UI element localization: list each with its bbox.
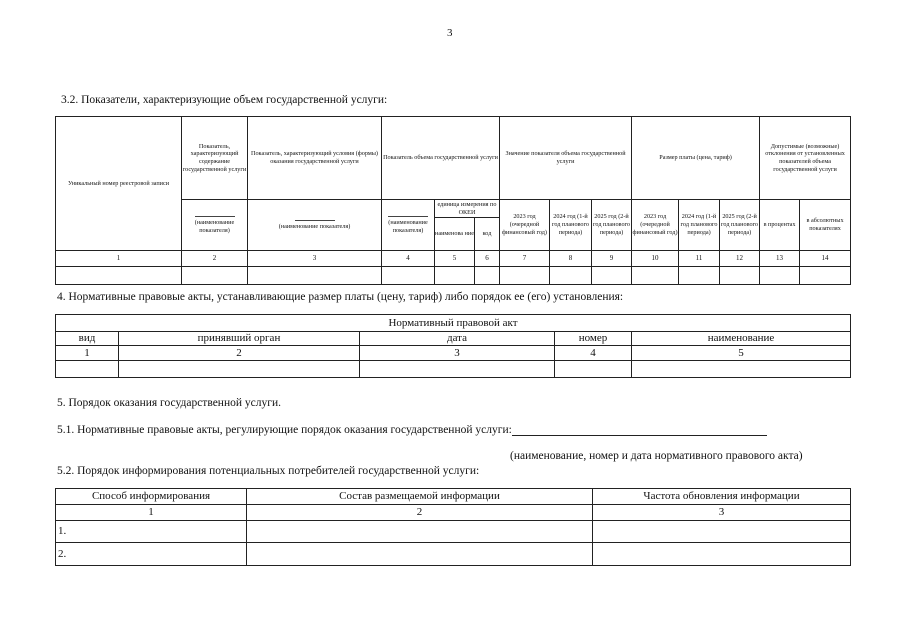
legal-act-header: Нормативный правовой акт [56,315,851,332]
col-header-name: наименование [632,332,851,346]
col-num: 14 [800,251,851,267]
col-num: 8 [550,251,592,267]
col-header-frequency: Частота обновления информации [593,489,851,505]
col-num: 3 [593,505,851,521]
header-volume-indicator: Показатель объема государственной услуги [382,117,500,200]
col-num: 2 [119,346,360,361]
header-value-2023: 2023 год (очередной финансовый год) [500,200,550,251]
header-value-2024: 2024 год (1-й год планового периода) [550,200,592,251]
col-num: 2 [182,251,248,267]
header-in-absolute: в абсолютных показателях [800,200,851,251]
section-4-title: 4. Нормативные правовые акты, устанавливающие размер платы (цену, тариф) либо порядок ее (его) установления: [57,291,624,303]
header-unique-number: Уникальный номер реестровой записи [56,117,182,251]
col-num: 3 [360,346,555,361]
header-value-2025: 2025 год (2-й год планового периода) [592,200,632,251]
col-num: 5 [632,346,851,361]
section-5-1-title: 5.1. Нормативные правовые акты, регулирующие порядок оказания государственной услуги: [57,424,512,436]
col-num: 4 [382,251,435,267]
header-fee-2023: 2023 год (очередной финансовый год) [632,200,679,251]
table-row [56,521,851,543]
row-label: 1. [56,521,247,543]
information-table [55,488,851,566]
header-unit-name: наименова ние [435,218,475,251]
col-header-type: вид [56,332,119,346]
col-num: 10 [632,251,679,267]
col-num: 2 [247,505,593,521]
col-header-method: Способ информирования [56,489,247,505]
col-num: 11 [679,251,720,267]
volume-indicators-table [55,116,851,285]
col-num: 5 [435,251,475,267]
conditions-indicator-name: (наименование показателя) [248,200,382,251]
col-header-number: номер [555,332,632,346]
header-deviations: Допустимые (возможные) отклонения от установленных показателей объема государственной услуги [760,117,851,200]
col-num: 1 [56,251,182,267]
col-num: 4 [555,346,632,361]
fill-in-line [512,424,767,436]
section-5-1-line [57,424,767,436]
header-in-percent: в процентах [760,200,800,251]
table-row [56,267,851,285]
col-num: 1 [56,505,247,521]
section-5-2-title: 5.2. Порядок информирования потенциальных потребителей государственной услуги: [57,465,480,477]
col-num: 3 [248,251,382,267]
page-number: 3 [447,27,453,39]
col-header-authority: принявший орган [119,332,360,346]
table-row [56,361,851,378]
col-header-content: Состав размещаемой информации [247,489,593,505]
header-content-indicator: Показатель, характеризующий содержание государственной услуги [182,117,248,200]
header-fee-2024: 2024 год (1-й год планового периода) [679,200,720,251]
volume-indicator-name: (наименование показателя) [382,200,435,251]
legal-acts-table [55,314,851,378]
header-unit-code: код [475,218,500,251]
row-label: 2. [56,543,247,566]
col-num: 6 [475,251,500,267]
col-num: 9 [592,251,632,267]
col-num: 12 [720,251,760,267]
header-fee: Размер платы (цена, тариф) [632,117,760,200]
col-num: 1 [56,346,119,361]
section-5-1-hint: (наименование, номер и дата нормативного правового акта) [510,450,803,462]
col-num: 13 [760,251,800,267]
section-3-2-title: 3.2. Показатели, характеризующие объем государственной услуги: [61,94,388,106]
col-num: 7 [500,251,550,267]
header-volume-value: Значение показателя объема государственной услуги [500,117,632,200]
section-5-title: 5. Порядок оказания государственной услуги. [57,397,281,409]
col-header-date: дата [360,332,555,346]
table-row [56,543,851,566]
header-fee-2025: 2025 год (2-й год планового периода) [720,200,760,251]
content-indicator-name: (наименование показателя) [182,200,248,251]
header-conditions-indicator: Показатель, характеризующий условия (формы) оказания государственной услуги [248,117,382,200]
header-unit-okei: единица измерения по ОКЕИ [435,200,500,218]
